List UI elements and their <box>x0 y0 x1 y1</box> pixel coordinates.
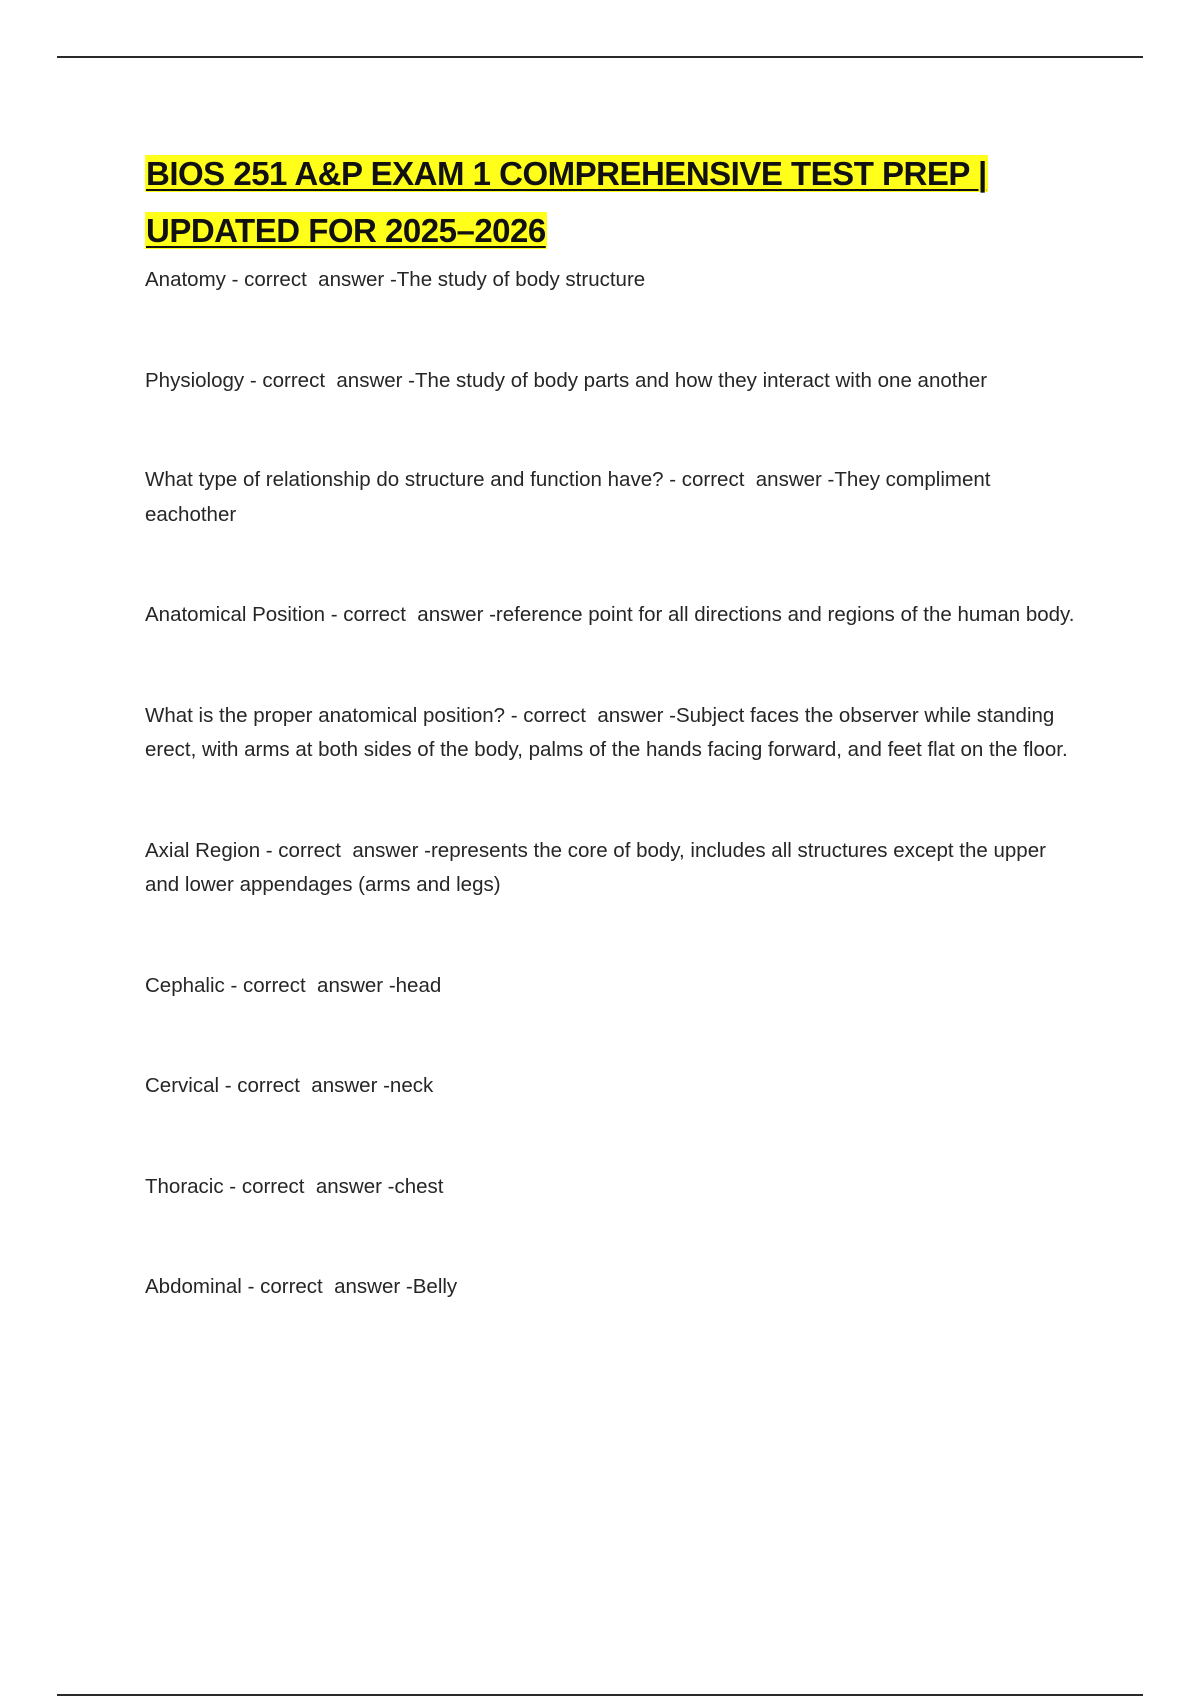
qa-item-cephalic <box>145 969 1085 1004</box>
question: Anatomy <box>145 268 226 291</box>
question: What type of relationship do structure and function have? <box>145 468 664 491</box>
title-highlight: BIOS 251 A&P EXAM 1 COMPREHENSIVE TEST PREP | UPDATED FOR 2025–2026 <box>146 155 987 249</box>
qa-item-abdominal <box>145 1270 1085 1305</box>
top-rule <box>57 56 1143 58</box>
answer: neck <box>389 1074 434 1097</box>
qa-item-cervical <box>145 1069 1085 1104</box>
question: Cephalic <box>145 973 225 997</box>
answer-separator: - correct answer - <box>663 468 835 491</box>
bottom-rule <box>57 1694 1143 1696</box>
question: Axial Region <box>145 838 261 862</box>
qa-item-anatomy <box>145 263 1085 298</box>
answer: reference point for all directions and regions of the human body. <box>495 603 1075 626</box>
qa-item-thoracic <box>145 1170 1085 1205</box>
qa-item-structure-function <box>145 463 1085 532</box>
answer: Belly <box>412 1275 458 1298</box>
answer: chest <box>394 1174 444 1198</box>
answer-separator: - correct answer - <box>505 703 676 727</box>
qa-list <box>145 263 1085 1305</box>
qa-item-physiology <box>145 364 1085 399</box>
answer: head <box>395 973 442 997</box>
answer-separator: - correct answer - <box>223 1174 395 1198</box>
answer: represents the core of body, includes all structures except the upper and lower appendages (arms and legs) <box>145 838 1052 896</box>
answer-separator: - correct answer - <box>219 1074 390 1097</box>
question: Thoracic <box>145 1174 224 1198</box>
document-body <box>145 145 1085 1305</box>
question: Abdominal <box>145 1275 242 1298</box>
question: Cervical <box>145 1074 220 1097</box>
qa-item-anatomical-position <box>145 598 1085 633</box>
answer: They compliment eachother <box>145 468 997 526</box>
qa-item-proper-position <box>145 699 1085 768</box>
answer: The study of body parts and how they interact with one another <box>415 368 988 392</box>
answer: Subject faces the observer while standing erect, with arms at both sides of the body, palms of the hands facing forward, and feet flat on the floor. <box>145 703 1068 761</box>
document-title <box>145 145 1085 259</box>
question: Anatomical Position <box>145 603 326 626</box>
question: Physiology <box>145 368 245 392</box>
qa-item-axial-region <box>145 834 1085 903</box>
answer-separator: - correct answer - <box>325 603 496 626</box>
answer-separator: - correct answer - <box>260 838 431 862</box>
answer: The study of body structure <box>396 268 646 291</box>
answer-separator: - correct answer - <box>225 268 397 291</box>
answer-separator: - correct answer - <box>241 1275 413 1298</box>
answer-separator: - correct answer - <box>224 973 396 997</box>
question: What is the proper anatomical position? <box>145 703 506 727</box>
answer-separator: - correct answer - <box>244 368 416 392</box>
